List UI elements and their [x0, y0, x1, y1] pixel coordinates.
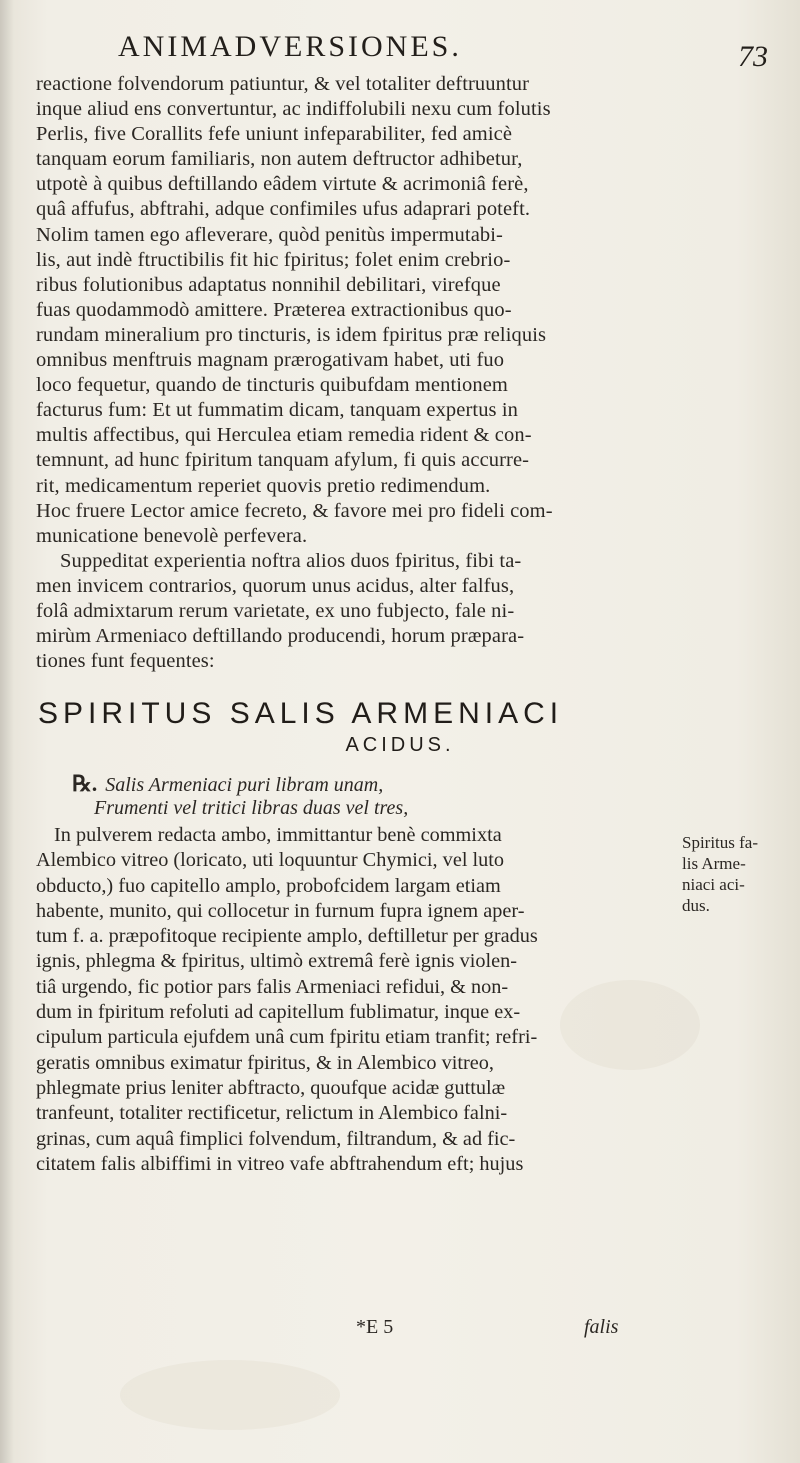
text-line: inque aliud ens convertuntur, ac indiffolubili nexu cum folutis — [36, 98, 551, 121]
text-line: lis, aut indè ftructibilis fit hic fpiritus; folet enim crebrio- — [36, 248, 511, 271]
body-paragraph — [36, 823, 666, 1177]
running-head: ANIMADVERSIONES. — [118, 30, 462, 63]
text-line: mirùm Armeniaco deftillando producendi, horum præpara- — [36, 625, 525, 648]
text-line: tiones funt fequentes: — [36, 650, 215, 673]
recipe-symbol: ℞. — [72, 771, 98, 796]
marginal-note — [682, 832, 782, 916]
text-line: tiâ urgendo, fic potior pars falis Armeniaci refidui, & non- — [36, 975, 509, 998]
text-line: habente, munito, qui collocetur in furnum fupra ignem aper- — [36, 899, 525, 922]
text-line: fuas quodammodò amittere. Præterea extractionibus quo- — [36, 298, 512, 321]
main-paragraph — [36, 72, 778, 674]
text-line: Nolim tamen ego afleverare, quòd penitùs impermutabi- — [36, 223, 503, 246]
text-line: loco fequetur, quando de tincturis quibufdam mentionem — [36, 374, 508, 397]
text-line: utpotè à quibus deftillando eâdem virtute & acrimoniâ ferè, — [36, 173, 529, 196]
text-line: ignis, phlegma & fpiritus, ultimò extremâ ferè ignis violen- — [36, 950, 518, 973]
text-line: In pulverem redacta ambo, immittantur benè commixta — [54, 824, 502, 846]
text-line: folâ admixtarum rerum varietate, ex uno fubjecto, fale ni- — [36, 599, 515, 622]
text-line: cipulum particula ejufdem unâ cum fpiritu etiam tranfit; refri- — [36, 1026, 538, 1049]
marginal-note-line: lis Arme- — [682, 854, 746, 873]
text-line: omnibus menftruis magnam prærogativam habet, uti fuo — [36, 349, 505, 372]
text-line: phlegmate prius leniter abftracto, quoufque acidæ guttulæ — [36, 1076, 506, 1099]
text-line: Alembico vitreo (loricato, uti loquuntur Chymici, vel luto — [36, 849, 505, 872]
recipe-ingredient: Frumenti vel tritici libras duas vel tres, — [94, 797, 409, 819]
text-line: Suppeditat experientia noftra alios duos fpiritus, fibi ta- — [60, 549, 522, 572]
text-line: rundam mineralium pro tincturis, is idem fpiritus præ reliquis — [36, 323, 547, 346]
section-title: SPIRITUS SALIS ARMENIACI — [38, 697, 564, 730]
footer — [36, 1316, 666, 1342]
text-line: multis affectibus, qui Herculea etiam remedia rident & con- — [36, 424, 532, 447]
text-line: men invicem contrarios, quorum unus acidus, alter falfus, — [36, 574, 515, 597]
text-line: tanquam eorum familiaris, non autem deftructor adhibetur, — [36, 148, 523, 171]
recipe-ingredient: Salis Armeniaci puri libram unam, — [105, 774, 384, 796]
text-line: reactione folvendorum patiuntur, & vel totaliter deftruuntur — [36, 73, 530, 95]
marginal-note-line: niaci aci- — [682, 875, 745, 894]
marginal-note-line: Spiritus fa- — [682, 833, 759, 852]
text-line: ribus folutionibus adaptatus nonnihil debilitari, virefque — [36, 273, 501, 296]
catchword: falis — [584, 1316, 619, 1338]
paper-stain — [120, 1360, 340, 1430]
text-line: tranfeunt, totaliter rectificetur, relictum in Alembico falni- — [36, 1102, 508, 1125]
text-line: tum f. a. præpofitoque recipiente amplo, deftilletur per gradus — [36, 925, 538, 948]
marginal-note-line: dus. — [682, 896, 710, 915]
text-line: Perlis, five Corallits fefe uniunt infeparabiliter, fed amicè — [36, 123, 513, 146]
text-line: municatione benevolè perfevera. — [36, 524, 308, 547]
text-line: quâ affufus, abftrahi, adque confimiles ufus adaprari poteft. — [36, 198, 531, 221]
recipe-line — [36, 771, 636, 796]
gutter-shadow — [0, 0, 14, 1463]
text-line: citatem falis albiffimi in vitreo vafe abftrahendum eft; hujus — [36, 1152, 524, 1175]
page-number: 73 — [738, 40, 768, 73]
text-line: rit, medicamentum reperiet quovis pretio redimendum. — [36, 474, 491, 497]
text-line: dum in fpiritum refoluti ad capitellum fublimatur, inque ex- — [36, 1001, 521, 1024]
text-line: facturus fum: Et ut fummatim dicam, tanquam expertus in — [36, 399, 519, 422]
text-line: obducto,) fuo capitello amplo, probofcidem largam etiam — [36, 874, 501, 897]
section-subtitle: ACIDUS. — [345, 734, 455, 756]
text-line: Hoc fruere Lector amice fecreto, & favore mei pro fideli com- — [36, 499, 553, 522]
text-line: grinas, cum aquâ fimplici folvendum, filtrandum, & ad fic- — [36, 1127, 516, 1150]
text-line: temnunt, ad hunc fpiritum tanquam afylum, fi quis accurre- — [36, 449, 530, 472]
recipe — [36, 771, 636, 821]
signature-mark: *E 5 — [356, 1316, 394, 1338]
text-line: geratis omnibus eximatur fpiritus, & in Alembico vitreo, — [36, 1051, 494, 1074]
